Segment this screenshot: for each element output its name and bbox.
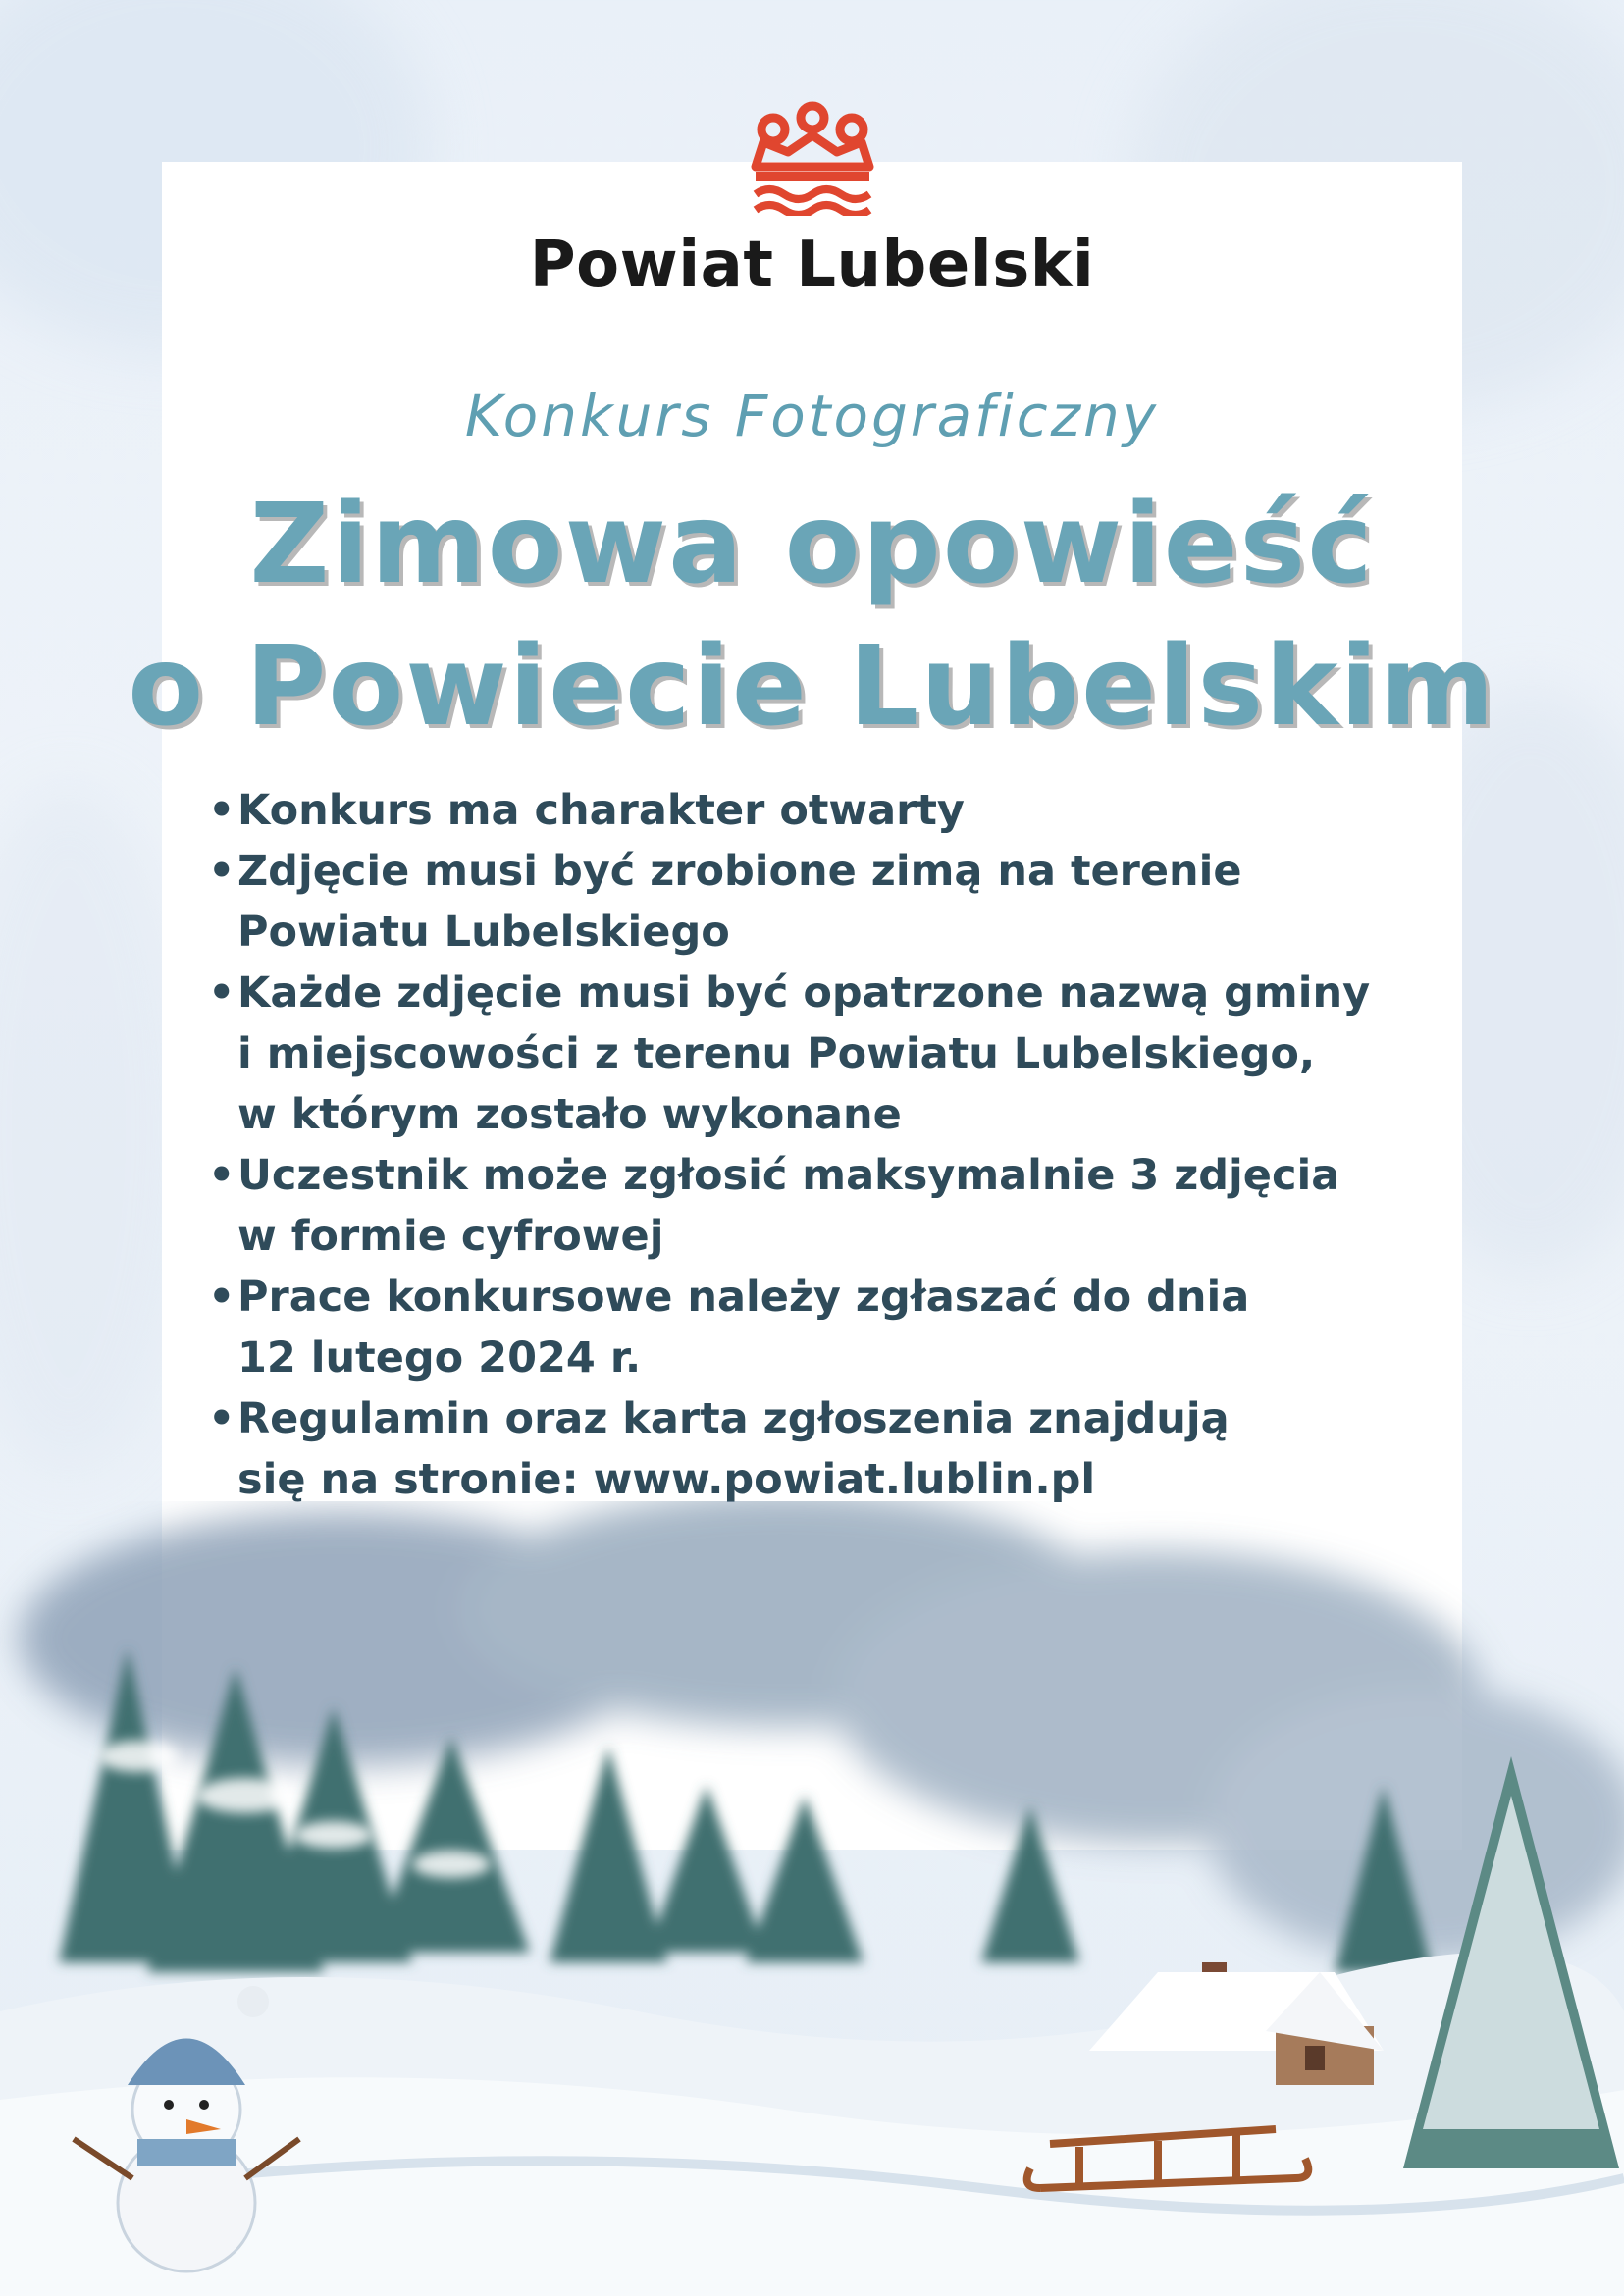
rule-text: Każde zdjęcie musi być opatrzone nazwą gminy i miejscowości z terenu Powiatu Lubelskiego, w którym zostało wykonane — [237, 968, 1371, 1139]
bullet-icon: • — [208, 1273, 236, 1322]
rule-item — [208, 1145, 1435, 1267]
rule-text: Konkurs ma charakter otwarty — [237, 786, 965, 835]
rule-item — [208, 963, 1435, 1145]
bullet-icon: • — [208, 1394, 236, 1443]
contest-title-line2: o Powiecie Lubelskim — [128, 623, 1496, 751]
contest-subtitle: Konkurs Fotograficzny — [464, 383, 1160, 449]
rule-item — [208, 841, 1435, 963]
contest-title-line1: Zimowa opowieść — [249, 481, 1375, 608]
rule-item — [208, 1267, 1435, 1388]
rule-item — [208, 1388, 1435, 1510]
rule-text: Uczestnik może zgłosić maksymalnie 3 zdjęcia w formie cyfrowej — [237, 1151, 1340, 1261]
bullet-icon: • — [208, 968, 236, 1018]
rule-text: Zdjęcie musi być zrobione zimą na terenie Powiatu Lubelskiego — [237, 847, 1242, 957]
rule-text: Prace konkursowe należy zgłaszać do dnia 12 lutego 2024 r. — [237, 1273, 1250, 1383]
rule-text: Regulamin oraz karta zgłoszenia znajdują się na stronie: www.powiat.lublin.pl — [237, 1394, 1230, 1504]
rules-list — [208, 780, 1435, 1510]
rule-item — [208, 780, 1435, 841]
bullet-icon: • — [208, 1151, 236, 1200]
winter-landscape-illustration — [0, 1501, 1624, 2296]
organization-name: Powiat Lubelski — [529, 229, 1095, 301]
crown-logo-icon — [734, 98, 891, 216]
bullet-icon: • — [208, 847, 236, 896]
bullet-icon: • — [208, 786, 236, 835]
